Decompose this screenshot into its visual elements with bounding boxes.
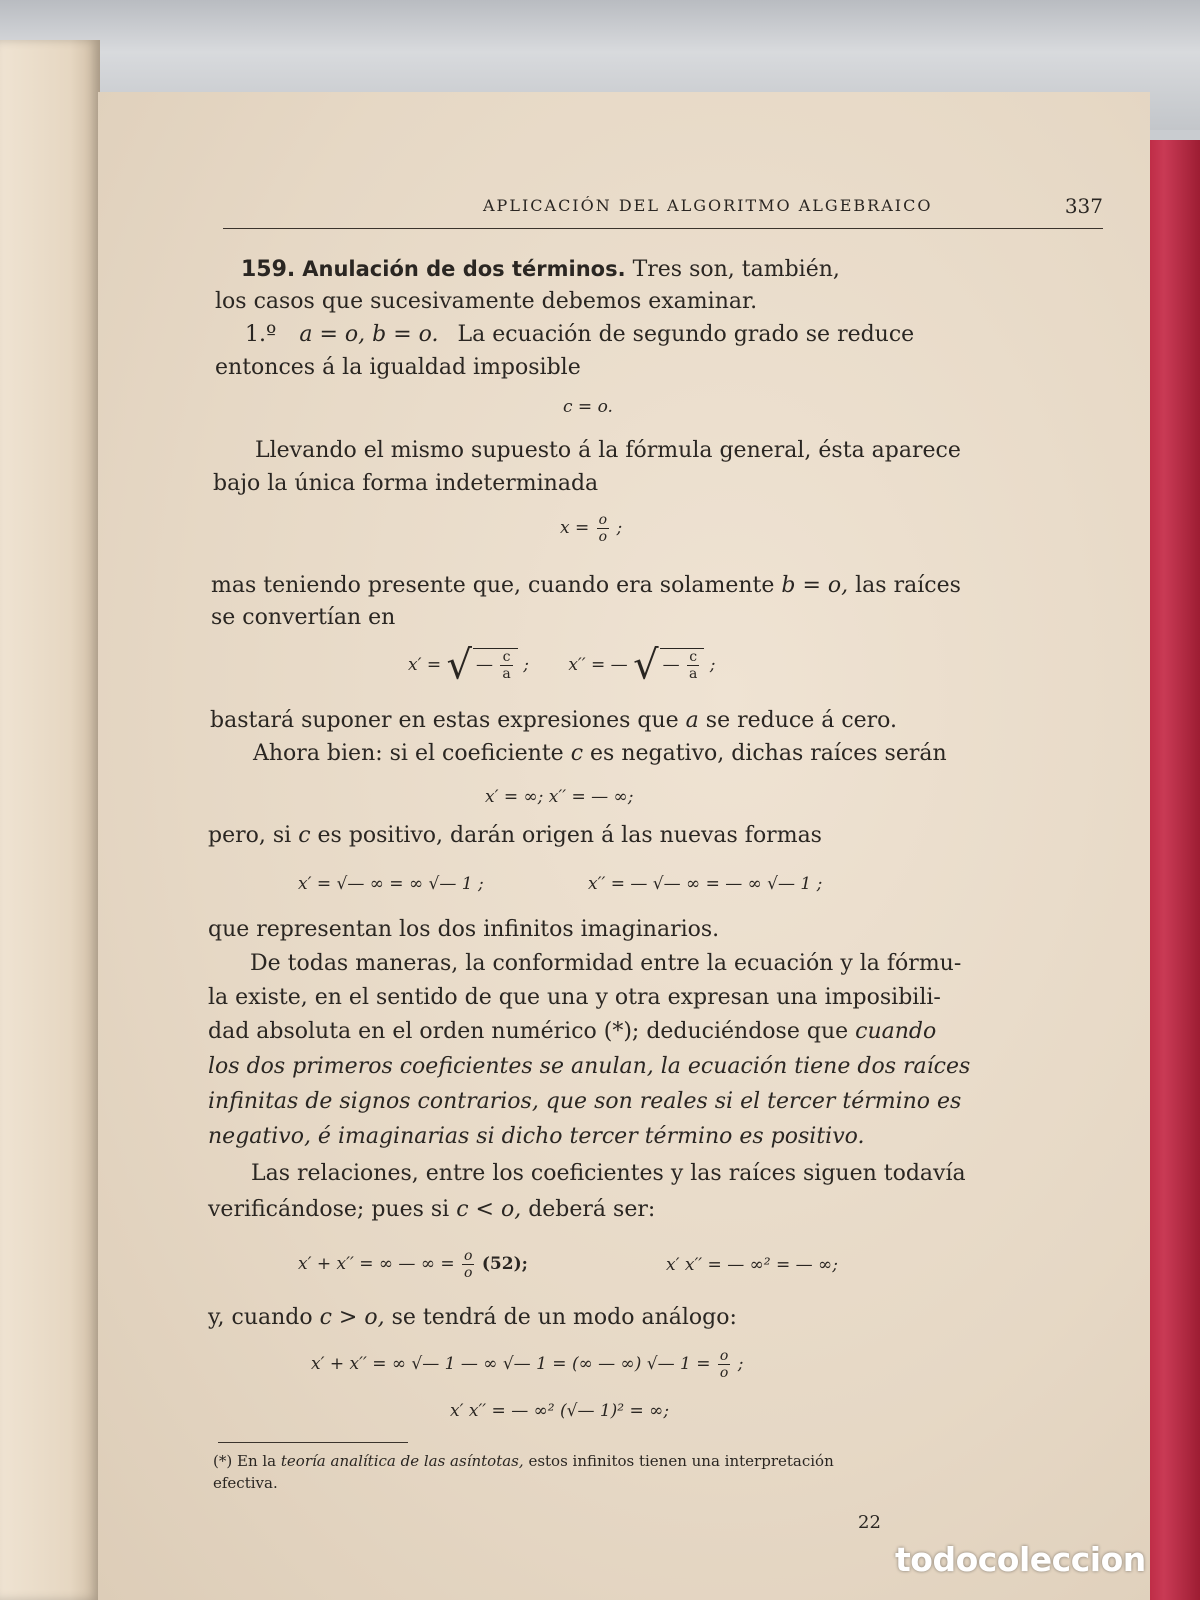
fraction	[718, 1348, 730, 1381]
paragraph-text: las raíces	[855, 573, 961, 598]
footnote-line	[213, 1450, 834, 1472]
header-rule	[223, 228, 1103, 229]
fraction-numerator: c	[500, 649, 512, 666]
paragraph-text: Las relaciones, entre los coeficientes y las raíces siguen todavía	[251, 1161, 966, 1186]
paragraph-text: que representan los dos infinitos imaginarios.	[208, 917, 720, 942]
footnote-italic: teoría analítica de las asíntotas,	[280, 1452, 524, 1470]
equation-reference: (52);	[481, 1254, 528, 1274]
paragraph-text: deberá ser:	[528, 1197, 656, 1222]
fraction	[462, 1248, 474, 1281]
section-number: 159.	[241, 257, 296, 282]
inline-variable: a	[685, 708, 699, 733]
case-condition: a = o, b = o.	[299, 322, 439, 347]
section-title: Anulación de dos términos.	[302, 257, 626, 281]
signature-mark: 22	[858, 1512, 881, 1533]
inline-variable: c	[298, 823, 311, 848]
paragraph-text: bastará suponer en estas expresiones que	[210, 708, 679, 733]
paragraph-line	[253, 740, 947, 768]
footnote-text: En la	[237, 1452, 277, 1470]
fraction-denominator: o	[598, 529, 608, 545]
equation-lhs: x′′ = —	[568, 655, 628, 675]
equation-text: x′ + x′′ = ∞ — ∞ =	[298, 1254, 455, 1274]
paragraph-line	[208, 822, 822, 850]
equation-sum-negative	[298, 1248, 528, 1281]
paragraph-text: entonces á la igualdad imposible	[215, 355, 581, 380]
footnote-marker: (*)	[213, 1452, 233, 1470]
book-page	[98, 92, 1150, 1600]
paragraph-text: se reduce á cero.	[705, 708, 898, 733]
equation-imaginary-2: x′′ = — √— ∞ = — ∞ √— 1 ;	[588, 874, 823, 894]
paragraph-text: se convertían en	[211, 605, 396, 630]
equation-sum-positive	[311, 1348, 743, 1381]
header-title: APLICACIÓN DEL ALGORITMO ALGEBRAICO	[483, 196, 933, 215]
fraction-numerator: c	[687, 649, 699, 666]
fraction	[687, 649, 699, 682]
paragraph-text: Tres son, también,	[632, 257, 840, 282]
inline-condition: c < o,	[456, 1197, 522, 1222]
inline-variable: c	[570, 741, 584, 766]
equation-roots	[408, 642, 716, 689]
equation-semicolon: ;	[709, 655, 716, 675]
fraction-denominator: o	[719, 1365, 729, 1381]
fraction-numerator: o	[719, 1348, 729, 1364]
equation-infinite-roots: x′ = ∞; x′′ = — ∞;	[485, 787, 634, 807]
paragraph-text: se tendrá de un modo análogo:	[391, 1305, 737, 1330]
paragraph-text: los casos que sucesivamente debemos examinar.	[215, 289, 758, 314]
left-page-edge	[0, 40, 100, 1600]
equation-product-positive: x′ x′′ = — ∞² (√— 1)² = ∞;	[450, 1401, 670, 1421]
radicand	[473, 648, 518, 682]
paragraph-text: es negativo, dichas raíces serán	[590, 741, 947, 766]
equation-imaginary-1: x′ = √— ∞ = ∞ √— 1 ;	[298, 874, 484, 894]
footnote-rule	[218, 1442, 408, 1443]
fraction-denominator: a	[502, 666, 511, 682]
watermark-logo: todocoleccion	[895, 1540, 1146, 1579]
section-heading-line	[241, 255, 840, 284]
radicand	[660, 648, 705, 682]
equation-semicolon: ;	[737, 1354, 744, 1374]
italic-text: negativo, é imaginarias si dicho tercer término es positivo.	[208, 1124, 865, 1149]
paragraph-line	[210, 707, 897, 735]
fraction-denominator: a	[689, 666, 698, 682]
equation-text: x′ + x′′ = ∞ √— 1 — ∞ √— 1 = (∞ — ∞) √— 1 =	[311, 1354, 711, 1374]
page-number: 337	[1064, 194, 1103, 218]
equation-c-zero: c = o.	[563, 397, 613, 417]
fraction	[597, 512, 609, 545]
paragraph-text: y, cuando	[208, 1305, 313, 1330]
fraction-numerator: o	[598, 512, 608, 528]
equation-lhs: x′ =	[408, 655, 442, 675]
case-line	[245, 321, 914, 349]
minus-sign: —	[476, 655, 494, 675]
paragraph-text: la existe, en el sentido de que una y otra expresan una imposibili-	[208, 985, 941, 1010]
equation-semicolon: ;	[523, 655, 529, 675]
paragraph-text: La ecuación de segundo grado se reduce	[457, 322, 915, 347]
paragraph-text: pero, si	[208, 823, 292, 848]
fraction-numerator: o	[464, 1248, 473, 1264]
radical-sign: √	[446, 642, 473, 689]
radical-sign: √	[633, 642, 659, 689]
paragraph-text: dad absoluta en el orden numérico (*); deduciéndose que	[208, 1019, 849, 1044]
case-label: 1.º	[245, 322, 277, 347]
equation-semicolon: ;	[616, 518, 623, 538]
italic-text: los dos primeros coeficientes se anulan, la ecuación tiene dos raíces	[208, 1054, 971, 1079]
paragraph-text: Ahora bien: si el coeficiente	[253, 741, 564, 766]
paragraph-line	[208, 1196, 655, 1224]
fraction	[500, 649, 512, 682]
footnote-text: estos infinitos tienen una interpretación	[528, 1452, 834, 1470]
paragraph-text: Llevando el mismo supuesto á la fórmula general, ésta aparece	[255, 438, 961, 463]
paragraph-text: es positivo, darán origen á las nuevas formas	[317, 823, 822, 848]
paragraph-line	[211, 572, 961, 600]
paragraph-text: verificándose; pues si	[208, 1197, 450, 1222]
paragraph-line	[208, 1304, 737, 1332]
equation-indeterminate	[560, 512, 622, 545]
equation-lhs: x =	[560, 518, 590, 538]
italic-text: cuando	[855, 1019, 937, 1044]
fraction-denominator: o	[464, 1265, 473, 1281]
paragraph-text: mas teniendo presente que, cuando era solamente	[211, 573, 775, 598]
paragraph-text: De todas maneras, la conformidad entre la ecuación y la fórmu-	[250, 951, 962, 976]
equation-product-negative: x′ x′′ = — ∞² = — ∞;	[666, 1255, 838, 1275]
inline-condition: b = o,	[781, 573, 849, 598]
footnote-text: efectiva.	[213, 1474, 278, 1492]
inline-condition: c > o,	[319, 1305, 385, 1330]
running-header	[223, 196, 1103, 236]
minus-sign: —	[662, 655, 680, 675]
paragraph-text: bajo la única forma indeterminada	[213, 471, 599, 496]
paragraph-line	[208, 1018, 936, 1046]
italic-text: infinitas de signos contrarios, que son reales si el tercer término es	[208, 1089, 962, 1114]
